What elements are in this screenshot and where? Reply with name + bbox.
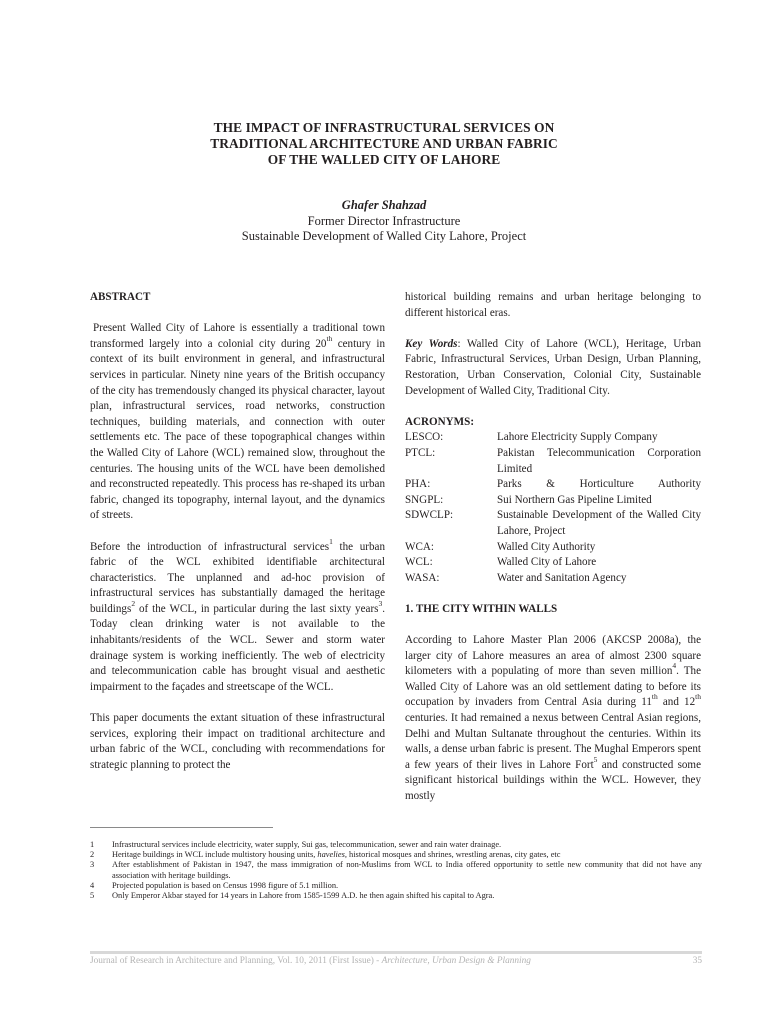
author-block bbox=[90, 198, 678, 245]
acronyms-heading: ACRONYMS: bbox=[405, 415, 475, 428]
acronym-row: WCL: Walled City of Lahore bbox=[405, 556, 597, 569]
acronym-row: WASA: Water and Sanitation Agency bbox=[405, 571, 627, 584]
abstract-paragraph-3-continued: historical building remains and urban heritage belonging to different historical eras. bbox=[405, 291, 701, 319]
keywords-paragraph: Key Words: Walled City of Lahore (WCL), Heritage, Urban Fabric, Infrastructural Services, Urban Design, Urban Planning, Restoration, Urban Conservation, Colonial City, Sustainable Development of Walled City, Traditional City. bbox=[405, 337, 701, 397]
abstract-paragraph-1: Present Walled City of Lahore is essentially a traditional town transformed largely into a colonial city during 20th century in context of its built environment in general, and infrastructural services in particular. Ninety nine years of the British occupancy of the city has tremendously changed its physical character, layout plan, infrastructural services, road networks, construction techniques, building materials, and connection with outer settlements etc. The pace of these topographical changes within the Walled City of Lahore (WCL) remained slow, throughout the centuries. The housing units of the WCL have been demolished and reconstructed repeatedly. This process has re-shaped its urban fabric, changed its topography, internal layout, and the dynamics of streets. bbox=[90, 322, 385, 522]
footnote-item: 3 After establishment of Pakistan in 1947, the mass immigration of non-Muslims from WCL to India offered opportunity to settle new community that did not have any association with heritage buildings. bbox=[90, 860, 702, 880]
abstract-heading: ABSTRACT bbox=[90, 291, 151, 303]
paper-title bbox=[90, 120, 678, 168]
section-1-paragraph: According to Lahore Master Plan 2006 (AKCSP 2008a), the larger city of Lahore measures an area of almost 2300 square kilometers with a populating of more than seven million$^4$. The Walled City of Lahore was an old settlement dating to before its occupation by invaders from Central Asia during 11th and 12th centuries. It had remained a nexus between Central Asian regions, Delhi and Multan Sultanate throughout the centuries. Within its walls, a dense urban fabric is present. The Mughal Emperors spent a few years of their lives in Lahore Fort$^5$ and constructed some significant historical buildings within the WCL. However, they mostly bbox=[405, 634, 701, 802]
acronym-row: LESCO: Lahore Electricity Supply Company bbox=[405, 431, 658, 444]
abstract-paragraph-3: This paper documents the extant situation of these infrastructural services, exploring their impact on traditional architecture and urban fabric of the WCL, concluding with recommendations for strategic planning to protect the bbox=[90, 712, 385, 771]
author-name: Ghafer Shahzad bbox=[341, 198, 427, 212]
acronym-row: PTCL: Pakistan Telecommunication Corporation Limited bbox=[405, 446, 701, 475]
acronyms-table bbox=[405, 430, 701, 586]
author-position: Former Director Infrastructure bbox=[307, 213, 461, 228]
title-line-2: TRADITIONAL ARCHITECTURE AND URBAN FABRIC bbox=[210, 136, 558, 151]
section-1-heading: 1. THE CITY WITHIN WALLS bbox=[405, 602, 558, 615]
footnote-divider bbox=[90, 827, 273, 828]
keywords-label: Key Words bbox=[405, 337, 458, 350]
title-line-1: THE IMPACT OF INFRASTRUCTURAL SERVICES ON bbox=[213, 120, 555, 135]
acronym-row: SNGPL: Sui Northern Gas Pipeline Limited bbox=[405, 493, 652, 506]
left-column bbox=[90, 290, 385, 773]
footnote-item: 4 Projected population is based on Census 1998 figure of 5.1 million. bbox=[90, 880, 339, 890]
acronym-row: SDWCLP: Sustainable Development of the Walled City Lahore, Project bbox=[405, 509, 701, 537]
page-footer bbox=[90, 956, 702, 966]
footnote-item: 5 Only Emperor Akbar stayed for 14 years in Lahore from 1585-1599 A.D. he then again shifted his capital to Agra. bbox=[90, 891, 495, 901]
footer-divider bbox=[90, 951, 702, 954]
acronym-row: WCA: Walled City Authority bbox=[405, 540, 596, 553]
footnote-item: 2 Heritage buildings in WCL include multistory housing units, havelies, historical mosques and shrines, wrestling arenas, city gates, etc bbox=[90, 850, 561, 860]
footnote-item: 1 Infrastructural services include electricity, water supply, Sui gas, telecommunication, sewer and rain water drainage. bbox=[90, 840, 502, 849]
right-column bbox=[405, 290, 701, 805]
author-affiliation: Sustainable Development of Walled City Lahore, Project bbox=[241, 229, 527, 243]
acronym-row: PHA: Parks & Horticulture Authority bbox=[405, 478, 701, 491]
journal-citation: Journal of Research in Architecture and Planning, Vol. 10, 2011 (First Issue) - Architecture, Urban Design & Planning bbox=[90, 956, 531, 966]
footnotes bbox=[90, 840, 702, 901]
page-number: 35 bbox=[692, 956, 702, 966]
title-line-3: OF THE WALLED CITY OF LAHORE bbox=[267, 152, 501, 167]
abstract-paragraph-2: Before the introduction of infrastructural services$^1$ the urban fabric of the WCL exhibited identifiable architectural characteristics. The unplanned and ad-hoc provision of infrastructural services has substantially damaged the heritage buildings$^2$ of the WCL, in particular during the last sixty years$^3$. Today clean drinking water is not available to the inhabitants/residents of the WCL. Sewer and storm water drainage system is working inefficiently. The web of electricity and telecommunication cable has brought visual and aesthetic impairment to the façades and streetscape of the WCL. bbox=[90, 536, 386, 693]
